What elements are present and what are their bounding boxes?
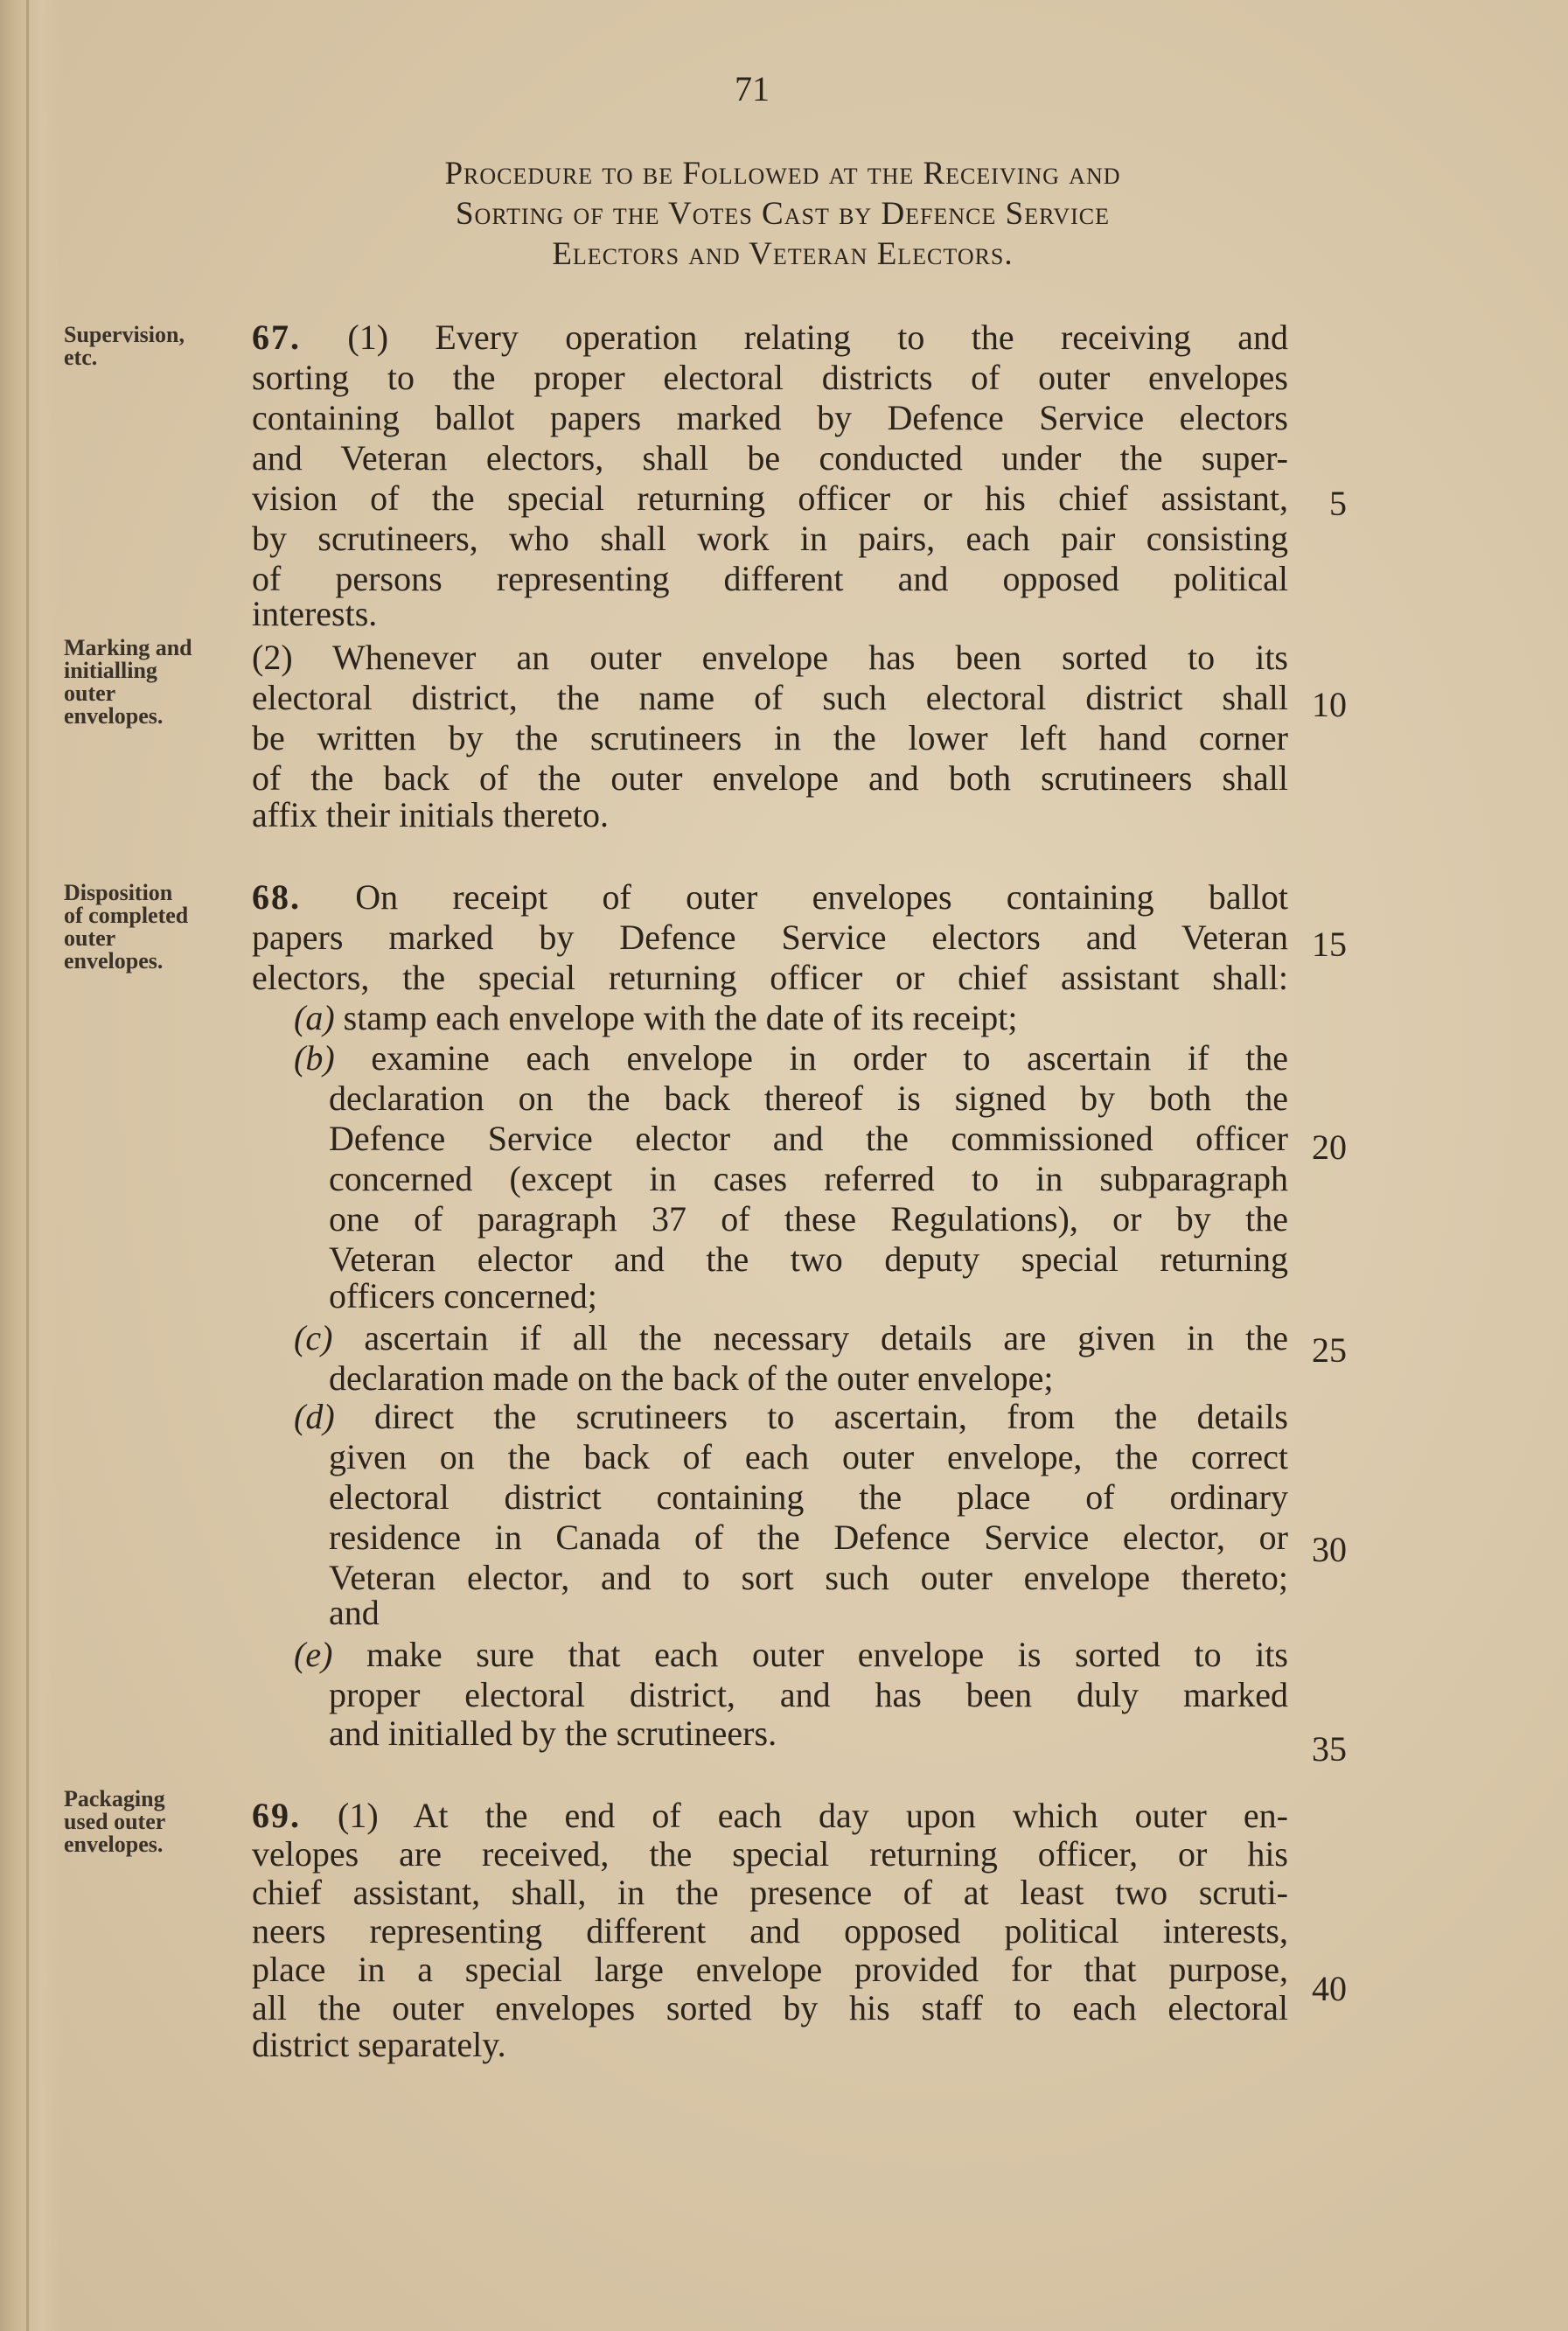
line-number: 20	[1312, 1127, 1347, 1167]
margin-note-line: of completed	[64, 903, 189, 928]
margin-note-marking	[64, 637, 239, 728]
section-68-line: electors, the special returning officer or chief assistant shall:	[252, 958, 1288, 997]
item-label: (a)	[294, 998, 335, 1037]
text-run: stamp each envelope with the date of its receipt;	[334, 998, 1018, 1037]
section-69-line: district separately.	[252, 2025, 506, 2064]
section-67-line: and Veteran electors, shall be conducted under the super-	[252, 438, 1288, 478]
line-number: 10	[1312, 685, 1347, 724]
item-label: (d)	[294, 1397, 335, 1436]
item-label: (c)	[294, 1318, 333, 1357]
text-run: direct the scrutineers to ascertain, from the details	[334, 1397, 1288, 1436]
section-67-sub2-line: electoral district, the name of such electoral district shall	[252, 678, 1288, 717]
item-b-line: officers concerned;	[329, 1276, 597, 1316]
line-number: 30	[1312, 1530, 1347, 1569]
margin-note-line: initialling	[64, 658, 157, 683]
margin-note-supervision	[64, 324, 239, 369]
page-number: 71	[735, 69, 770, 108]
item-e-line	[294, 1636, 1288, 1674]
line-number: 15	[1312, 925, 1347, 964]
margin-note-line: Supervision,	[64, 322, 185, 347]
item-b-line: concerned (except in cases referred to in subparagraph	[329, 1159, 1288, 1198]
section-69-line: neers representing different and opposed political interests,	[252, 1911, 1288, 1951]
item-e-line: and initialled by the scrutineers.	[329, 1713, 777, 1753]
margin-note-line: Marking and	[64, 635, 192, 660]
text-run: (1) Every operation relating to the receiving and	[301, 318, 1288, 357]
item-b-line: Defence Service elector and the commissioned officer	[329, 1119, 1288, 1158]
line-number: 5	[1329, 484, 1347, 523]
section-68-line: papers marked by Defence Service electors and Veteran	[252, 918, 1288, 957]
item-label: (e)	[294, 1635, 333, 1674]
section-number: 67.	[252, 318, 301, 357]
item-d-line: and	[329, 1593, 380, 1632]
item-label: (b)	[294, 1038, 335, 1078]
section-67-line: of persons representing different and opposed political	[252, 559, 1288, 598]
item-c-line	[294, 1319, 1288, 1357]
section-69-line: all the outer envelopes sorted by his staff to each electoral	[252, 1988, 1288, 2027]
section-67-sub2-line: be written by the scrutineers in the lower left hand corner	[252, 718, 1288, 757]
text-run: make sure that each outer envelope is sorted to its	[332, 1635, 1288, 1674]
line-number: 25	[1312, 1330, 1347, 1370]
section-67-sub2-line: (2) Whenever an outer envelope has been sorted to its	[252, 638, 1288, 677]
heading-line: Procedure to be Followed at the Receiving and	[444, 156, 1121, 192]
margin-note-line: envelopes.	[64, 703, 164, 729]
item-b-line: declaration on the back thereof is signed by both the	[329, 1078, 1288, 1118]
item-d-line: given on the back of each outer envelope, the correct	[329, 1437, 1288, 1476]
margin-note-line: etc.	[64, 345, 98, 370]
line-number: 40	[1312, 1969, 1347, 2008]
section-67-line: by scrutineers, who shall work in pairs, each pair consisting	[252, 519, 1288, 558]
margin-note-line: used outer	[64, 1809, 166, 1834]
margin-note-line: envelopes.	[64, 948, 164, 974]
item-d-line: Veteran elector, and to sort such outer envelope thereto;	[329, 1558, 1288, 1597]
section-69-line: place in a special large envelope provided for that purpose,	[252, 1950, 1288, 1989]
line-number: 35	[1312, 1729, 1347, 1769]
margin-note-line: outer	[64, 680, 116, 706]
margin-note-line: Packaging	[64, 1786, 165, 1811]
section-67-line: sorting to the proper electoral districts of outer envelopes	[252, 358, 1288, 397]
text-run: examine each envelope in order to ascertain if the	[334, 1038, 1288, 1078]
item-b-line: one of paragraph 37 of these Regulations), or by the	[329, 1199, 1288, 1239]
heading-line: Electors and Veteran Electors.	[552, 236, 1014, 272]
item-d-line	[294, 1398, 1288, 1436]
text-run: ascertain if all the necessary details are given in the	[332, 1318, 1288, 1357]
section-67-line: vision of the special returning officer or his chief assistant,	[252, 478, 1288, 518]
section-number: 68.	[252, 877, 301, 917]
text-run: On receipt of outer envelopes containing ballot	[301, 877, 1288, 917]
margin-note-disposition	[64, 882, 239, 973]
margin-note-packaging	[64, 1788, 239, 1856]
item-e-line: proper electoral district, and has been duly marked	[329, 1675, 1288, 1714]
section-68-line	[252, 878, 1288, 917]
section-69-line: velopes are received, the special returning officer, or his	[252, 1834, 1288, 1874]
item-b-line: Veteran elector and the two deputy special returning	[329, 1239, 1288, 1279]
section-67-sub2-line: of the back of the outer envelope and both scrutineers shall	[252, 758, 1288, 798]
section-67-line	[252, 318, 1288, 357]
heading-line: Sorting of the Votes Cast by Defence Service	[455, 196, 1111, 232]
item-d-line: residence in Canada of the Defence Service elector, or	[329, 1518, 1288, 1557]
text-run: (1) At the end of each day upon which outer en-	[301, 1796, 1288, 1835]
section-67-sub2-line: affix their initials thereto.	[252, 795, 610, 834]
margin-note-line: envelopes.	[64, 1832, 164, 1857]
item-a-line	[294, 999, 1288, 1037]
section-number: 69.	[252, 1796, 301, 1835]
section-67-line: containing ballot papers marked by Defence Service electors	[252, 398, 1288, 437]
item-c-line: declaration made on the back of the outer envelope;	[329, 1358, 1054, 1398]
book-binding-edge	[0, 0, 61, 2331]
section-67-line: interests.	[252, 594, 378, 633]
section-69-line: chief assistant, shall, in the presence of at least two scruti-	[252, 1873, 1288, 1912]
margin-note-line: outer	[64, 925, 116, 951]
item-d-line: electoral district containing the place of ordinary	[329, 1477, 1288, 1517]
section-69-line	[252, 1797, 1288, 1835]
item-b-line	[294, 1039, 1288, 1078]
margin-note-line: Disposition	[64, 880, 173, 905]
section-heading	[245, 154, 1321, 275]
